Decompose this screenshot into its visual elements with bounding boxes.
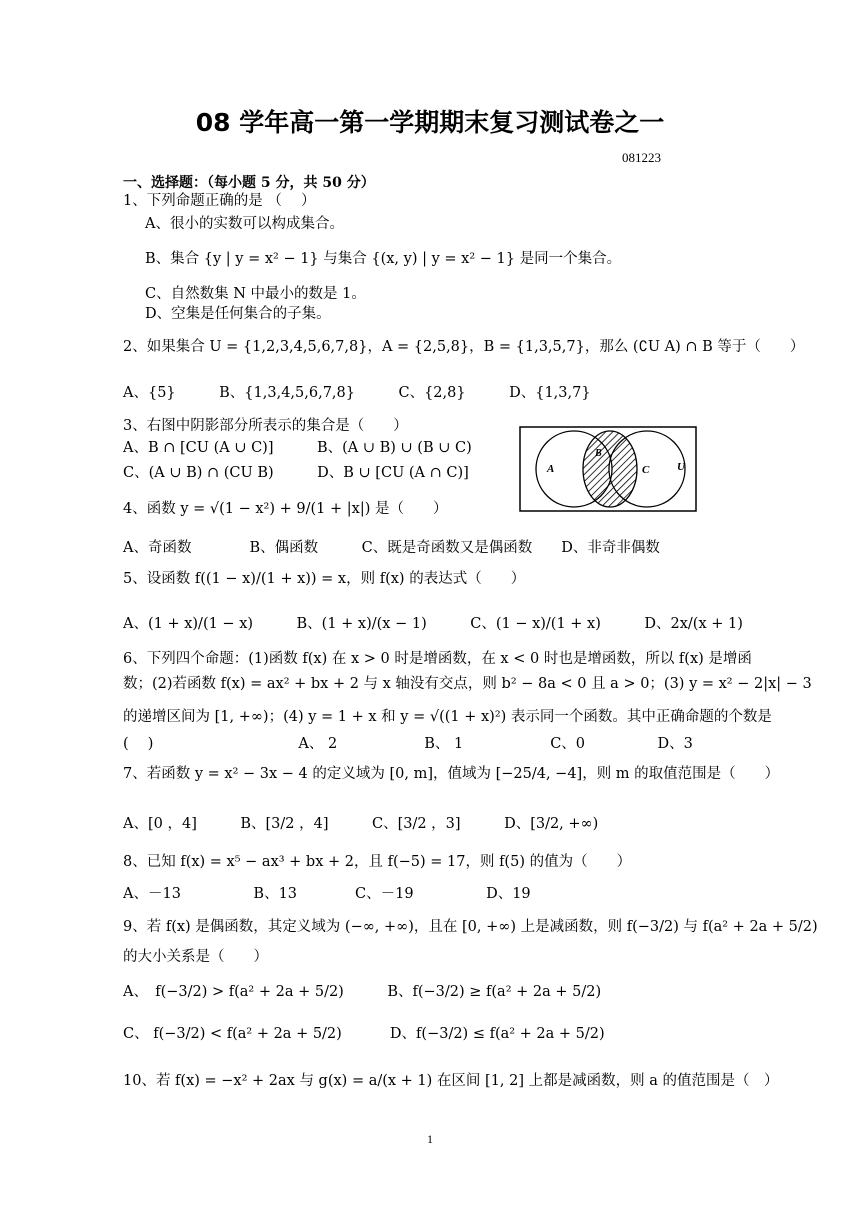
q1-option-c: C、自然数集 N 中最小的数是 1。 [145,286,366,302]
q6-line-1: 6、下列四个命题：(1)函数 f(x) 在 x > 0 时是增函数，在 x < 0 时也是增函数，所以 f(x) 是增函 [123,651,752,667]
page-number: 1 [427,1132,433,1146]
q9-options-ab: A、 f(−3/2) > f(a² + 2a + 5/2) B、f(−3/2) ≥ f(a² + 2a + 5/2) [123,984,602,1000]
section-heading: 一、选择题：（每小题 5 分，共 50 分） [123,175,375,191]
q10-stem: 10、若 f(x) = −x² + 2ax 与 g(x) = a/(x + 1) 在区间 [1, 2] 上都是减函数，则 a 的值范围是（ ） [123,1073,779,1089]
document-code: 081223 [622,150,661,165]
q6-line-2: 数；(2)若函数 f(x) = ax² + bx + 2 与 x 轴没有交点，则 b² − 8a < 0 且 a > 0；(3) y = x² − 2|x| − 3 [123,676,812,692]
q1-option-a: A、很小的实数可以构成集合。 [145,216,344,232]
q1-option-b: B、集合 {y | y = x² − 1} 与集合 {(x, y) | y = x² − 1} 是同一个集合。 [145,251,622,267]
q2-options: A、{5} B、{1,3,4,5,6,7,8} C、{2,8} D、{1,3,7} [123,385,591,401]
q7-options: A、[0 ，4] B、[3/2 ，4] C、[3/2 ，3] D、[3/2, +∞) [123,816,599,832]
label-a: A [547,463,555,475]
label-u: U [677,461,685,473]
q2-stem: 2、如果集合 U = {1,2,3,4,5,6,7,8}，A = {2,5,8}，B = {1,3,5,7}，那么 (∁U A) ∩ B 等于（ ） [123,339,805,355]
page-title: 08 学年高一第一学期期末复习测试卷之一 [195,108,665,137]
q6-line-3: 的递增区间为 [1, +∞)；(4) y = 1 + x 和 y = √((1 + x)²) 表示同一个函数。其中正确命题的个数是 [123,709,772,725]
q9-options-cd: C、 f(−3/2) < f(a² + 2a + 5/2) D、f(−3/2) ≤ f(a² + 2a + 5/2) [123,1026,605,1042]
q8-stem: 8、已知 f(x) = x⁵ − ax³ + bx + 2，且 f(−5) = 17，则 f(5) 的值为（ ） [123,854,632,870]
venn-diagram [519,426,697,512]
q4-options: A、奇函数 B、偶函数 C、既是奇函数又是偶函数 D、非奇非偶数 [123,540,660,556]
q4-stem: 4、函数 y = √(1 − x²) + 9/(1 + |x|) 是（ ） [123,501,448,517]
q8-options: A、－13 B、13 C、－19 D、19 [123,886,531,902]
q9-stem: 9、若 f(x) 是偶函数，其定义域为 (−∞, +∞)，且在 [0, +∞) 上是减函数，则 f(−3/2) 与 f(a² + 2a + 5/2) [123,919,818,935]
q5-stem: 5、设函数 f((1 − x)/(1 + x)) = x，则 f(x) 的表达式（ ） [123,571,526,587]
q3-options-ab: A、B ∩ [CU (A ∪ C)] B、(A ∪ B) ∪ (B ∪ C) [123,440,472,456]
q3-options-cd: C、(A ∪ B) ∩ (CU B) D、B ∪ [CU (A ∩ C)] [123,465,469,481]
q9-stem-cont: 的大小关系是（ ） [123,949,268,965]
q6-options: ( ) A、 2 B、 1 C、0 D、3 [123,736,693,752]
q3-stem: 3、右图中阴影部分所表示的集合是（ ） [123,418,408,434]
q1-stem: 1、下列命题正确的是 （ ） [123,193,316,209]
q1-option-d: D、空集是任何集合的子集。 [145,306,331,322]
label-b: B [595,448,602,459]
label-c: C [642,464,650,476]
q5-options: A、(1 + x)/(1 − x) B、(1 + x)/(x − 1) C、(1 − x)/(1 + x) D、2x/(x + 1) [123,616,743,632]
q7-stem: 7、若函数 y = x² − 3x − 4 的定义域为 [0, m]，值域为 [−25/4, −4]，则 m 的取值范围是（ ） [123,766,780,782]
